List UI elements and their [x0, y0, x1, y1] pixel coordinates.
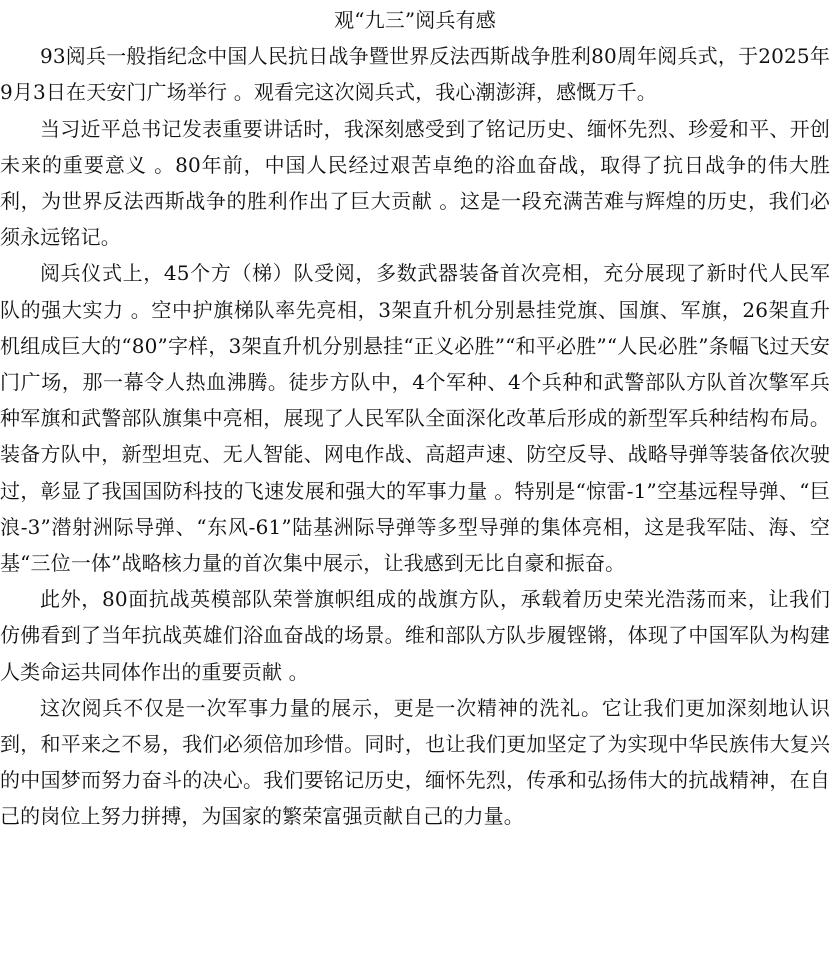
paragraph-intro: 93阅兵一般指纪念中国人民抗日战争暨世界反法西斯战争胜利80周年阅兵式，于2025年9月3日在天安门广场举行 。观看完这次阅兵式，我心潮澎湃，感慨万千。	[0, 44, 830, 105]
paragraph-flag-formation: 此外，80面抗战英模部队荣誉旗帜组成的战旗方队，承载着历史荣光浩荡而来，让我们仿佛看到了当年抗战英雄们浴血奋战的场景。维和部队方队步履铿锵，体现了中国军队为构建人类命运共同体作出的重要贡献 。	[0, 587, 830, 684]
document-title: 观“九三”阅兵有感	[334, 8, 496, 32]
paragraph-ceremony: 阅兵仪式上，45个方（梯）队受阅，多数武器装备首次亮相，充分展现了新时代人民军队的强大实力 。空中护旗梯队率先亮相，3架直升机分别悬挂党旗、国旗、军旗，26架直升机组成巨大的“80”字样，3架直升机分别悬挂“正义必胜”“和平必胜”“人民必胜”条幅飞过天安门广场，那一幕令人热血沸腾。徒步方队中，4个军种、4个兵种和武警部队方队首次擎军兵种军旗和武警部队旗集中亮相，展现了人民军队全面深化改革后形成的新型军兵种结构布局。装备方队中，新型坦克、无人智能、网电作战、高超声速、防空反导、战略导弹等装备依次驶过，彰显了我国国防科技的飞速发展和强大的军事力量 。特别是“惊雷-1”空基远程导弹、“巨浪-3”潜射洲际导弹、“东风-61”陆基洲际导弹等多型导弹的集体亮相，这是我军陆、海、空基“三位一体”战略核力量的首次集中展示，让我感到无比自豪和振奋。	[0, 261, 830, 576]
paragraph-speech: 当习近平总书记发表重要讲话时，我深刻感受到了铭记历史、缅怀先烈、珍爱和平、开创未来的重要意义 。80年前，中国人民经过艰苦卓绝的浴血奋战，取得了抗日战争的伟大胜利，为世界反法西斯战争的胜利作出了巨大贡献 。这是一段充满苦难与辉煌的历史，我们必须永远铭记。	[0, 116, 830, 250]
paragraph-conclusion: 这次阅兵不仅是一次军事力量的展示，更是一次精神的洗礼。它让我们更加深刻地认识到，和平来之不易，我们必须倍加珍惜。同时，也让我们更加坚定了为实现中华民族伟大复兴的中国梦而努力奋斗的决心。我们要铭记历史，缅怀先烈，传承和弘扬伟大的抗战精神，在自己的岗位上努力拼搏，为国家的繁荣富强贡献自己的力量。	[0, 695, 830, 829]
